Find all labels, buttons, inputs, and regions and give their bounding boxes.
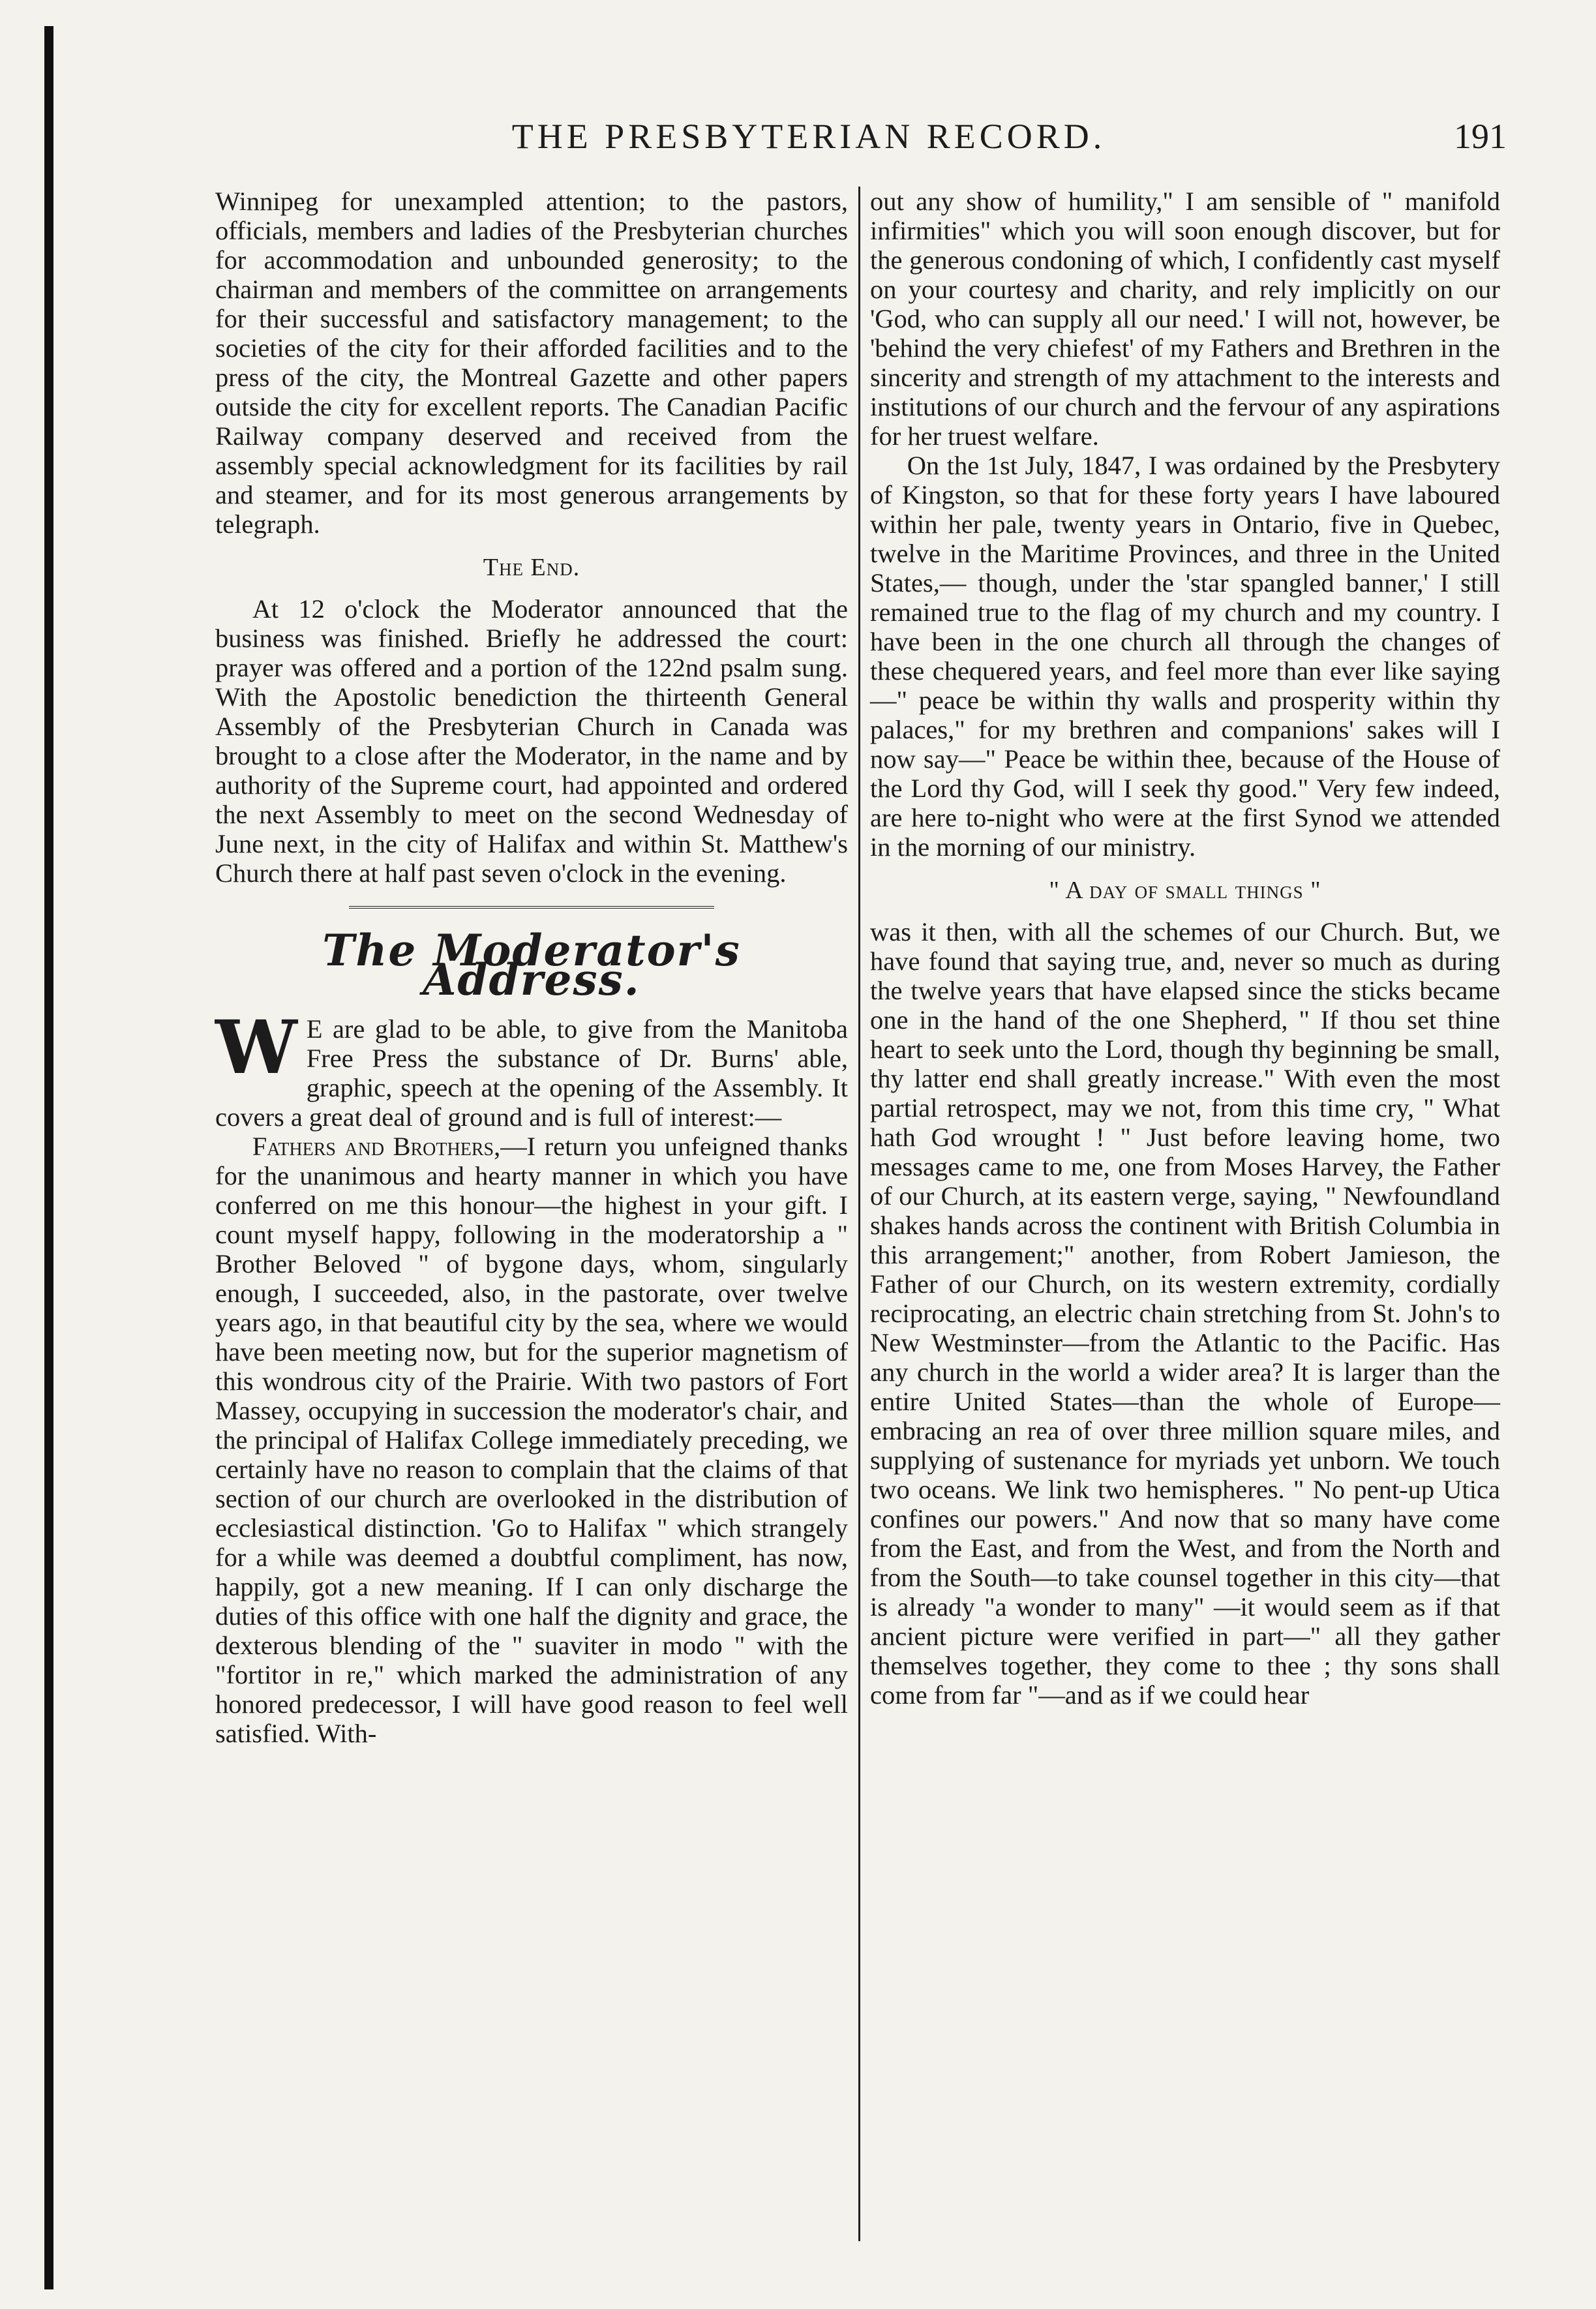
column-rule	[858, 187, 860, 2241]
article-intro	[215, 1005, 848, 1132]
paragraph: At 12 o'clock the Moderator announced that the business was finished. Briefly he addressed the court: prayer was offered and a portion of the 122nd psalm sung. With the Apostolic benediction the thirteenth General Assembly of the Presbyterian Church in Canada was brought to a close after the Moderator, in the name and by authority of the Supreme court, had appointed and ordered the next Assembly to meet on the second Wednesday of June next, in the city of Halifax and within St. Matthew's Church there at half past seven o'clock in the evening.	[215, 594, 848, 888]
paragraph: was it then, with all the schemes of our Church. But, we have found that saying true, and, never so much as during the twelve years that have elapsed since the sticks became one in the hand of the one Shepherd, " If thou set thine heart to seek unto the Lord, though thy beginning be small, thy latter end shall greatly increase." With even the most partial retrospect, may we not, from this time cry, " What hath God wrought ! " Just before leaving home, two messages came to me, one from Moses Harvey, the Father of our Church, at its eastern verge, saying, " Newfoundland shakes hands across the continent with British Columbia in this arrangement;" another, from Robert Jamieson, the Father of our Church, on its western extremity, cordially reciprocating, an electric chain stretching from St. John's to New Westminster—from the Atlantic to the Pacific. Has any church in the world a wider area? It is larger than the entire United States—than the whole of Europe— embracing an rea of over three million square miles, and supplying of sustenance for myriads yet unborn. We touch two oceans. We link two hemispheres. " No pent-up Utica confines our powers." And now that so many have come from the East, and from the West, and from the North and from the South—to take counsel together in this city—that is already "a wonder to many" —it would seem as if that ancient picture were verified in part—" all they gather themselves together, they come to thee ; thy sons shall come from far "—and as if we could hear	[870, 917, 1500, 1710]
section-subhead: " A day of small things "	[1049, 877, 1321, 904]
page-binding-edge	[44, 26, 53, 2289]
intro-text: E are glad to be able, to give from the Manitoba Free Press the substance of Dr. Burns' able, graphic, speech at the opening of the Assembly. It covers a great deal of ground and is full of interest:—	[215, 1014, 848, 1132]
page-number: 191	[1454, 117, 1507, 156]
article-title: The Moderator's Address.	[322, 925, 741, 1005]
paragraph: On the 1st July, 1847, I was ordained by the Presbytery of Kingston, so that for these forty years I have laboured within her pale, twenty years in Ontario, five in Quebec, twelve in the Maritime Provinces, and three in the United States,— though, under the 'star spangled banner,' I still remained true to the flag of my church and my country. I have been in the one church all through the changes of these chequered years, and feel more than ever like saying—" peace be within thy walls and prosperity within thy palaces," for my brethren and companions' sakes will I now say—" Peace be within thee, because of the House of the Lord thy God, will I seek thy good." Very few indeed, are here to-night who were at the first Synod we attended in the morning of our ministry.	[870, 451, 1500, 862]
right-column	[870, 187, 1500, 1710]
section-separator	[349, 906, 714, 913]
paragraph: Winnipeg for unexampled attention; to the pastors, officials, members and ladies of the Presbyterian churches for accommodation and unbounded generosity; to the chairman and members of the committee on arrangements for their successful and satisfactory management; to the societies of the city for their afforded facilities and to the press of the city, the Montreal Gazette and other papers outside the city for excellent reports. The Canadian Pacific Railway company deserved and received from the assembly special acknowledgment for its facilities by rail and steamer, and for its most generous arrangements by telegraph.	[215, 187, 848, 539]
salutation: Fathers and Brothers,	[252, 1132, 501, 1161]
publication-title: THE PRESBYTERIAN RECORD.	[511, 117, 1106, 156]
section-subhead: The End.	[483, 554, 580, 581]
left-column	[215, 187, 848, 1748]
address-paragraph	[215, 1132, 848, 1748]
running-header	[111, 116, 1507, 168]
paragraph: out any show of humility," I am sensible of " manifold infirmities" which you will soon enough discover, but for the generous condoning of which, I confidently cast myself on your courtesy and charity, and rely implicitly on our 'God, who can supply all our need.' I will not, however, be 'behind the very chiefest' of my Fathers and Brethren in the sincerity and strength of my attachment to the interests and institutions of our church and the fervour of any aspirations for her truest welfare.	[870, 187, 1500, 451]
drop-cap: W	[215, 1005, 297, 1091]
address-text: —I return you unfeigned thanks for the unanimous and hearty manner in which you have conferred on me this honour—the highest in your gift. I count myself happy, following in the moderatorship a " Brother Beloved " of bygone days, whom, singularly enough, I succeeded, also, in the pastorate, over twelve years ago, in that beautiful city by the sea, where we would have been meeting now, but for the superior magnetism of this wondrous city of the Prairie. With two pastors of Fort Massey, occupying in succession the moderator's chair, and the principal of Halifax College immediately preceding, we certainly have no reason to complain that the claims of that section of our church are overlooked in the distribution of ecclesiastical distinction. 'Go to Halifax " which strangely for a while was deemed a doubtful compliment, has now, happily, got a new meaning. If I can only discharge the duties of this office with one half the dignity and grace, the dexterous blending of the " suaviter in modo " with the "fortitor in re," which marked the administration of any honored predecessor, I will have good reason to feel well satisfied. With-	[215, 1132, 848, 1748]
